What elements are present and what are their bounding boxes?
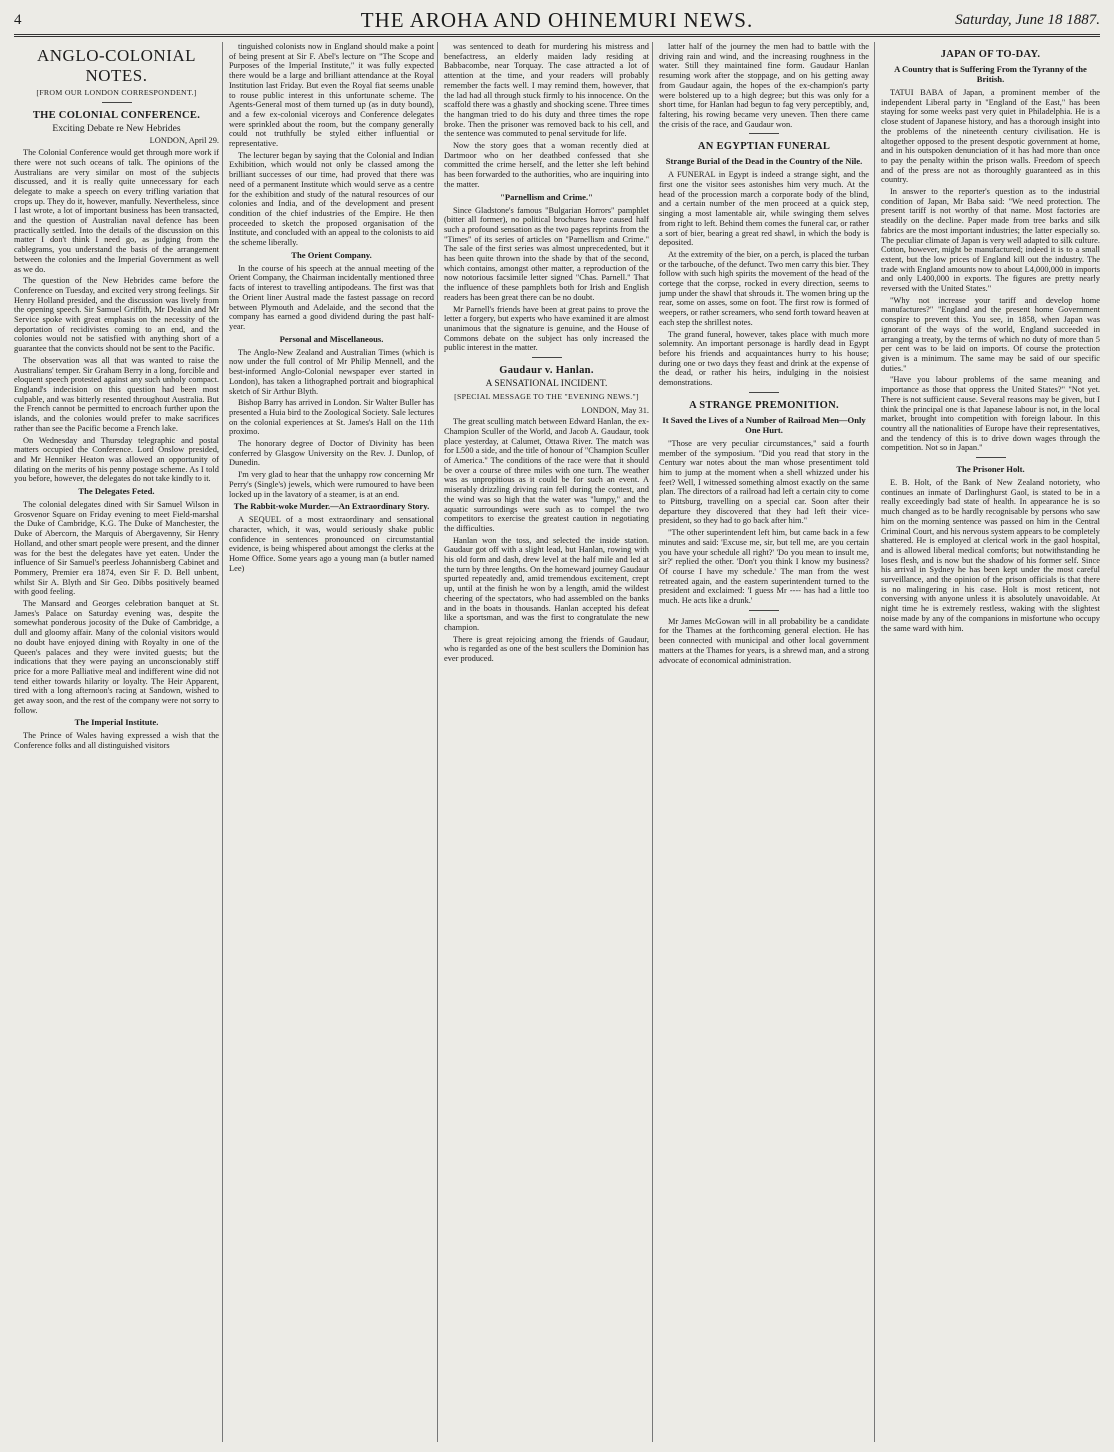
article-headline: THE COLONIAL CONFERENCE. — [32, 109, 201, 121]
article-headline: The Orient Company. — [291, 249, 372, 260]
paragraph: E. B. Holt, of the Bank of New Zealand notoriety, who continues an inmate of Darlinghurst Gaol, is stated to be in a really exceedingly bad state of health. In appearance he is so much changed as to be hardly recognisable by persons who saw him on the morning sentence was passed on him in the Central Criminal Court, and his nervous system appears to be completely shattered. He is employed at clerical work in the gaol hospital, and is allowed liberal medical comforts; but notwithstanding he loses flesh, and is now but the shadow of his former self. Since his arrival in Sydney he has been kept under the most careful surveillance, and the opinion of the prison officials is that there is no malingering in his case. Holt is most reticent, not conversing with anyone unless it is absolutely unavoidable. At night time he is extremely restless, waking with the slightest noise made by any of the companions in misfortune who occupy the same ward with him. — [881, 478, 1100, 633]
issue-date: Saturday, June 18 1887. — [955, 12, 1100, 28]
divider — [102, 102, 132, 103]
paragraph: At the extremity of the bier, on a perch, is placed the turban or the tarbouche, of the defunct. Two men carry this bier. They follow with such high spirits the movement of the head of the cortege that the corpse, rocked in every direction, seems to jump under the shawl that shrouds it. The women bring up the rear, some on asses, some on foot. The first row is formed of weepers, or rather screamers, who send forth toward heaven at each step the shrillest notes. — [659, 249, 869, 327]
column-5 — [881, 42, 1100, 1442]
divider — [749, 610, 779, 611]
article-subhead: It Saved the Lives of a Number of Railroad Men—Only One Hurt. — [662, 414, 866, 435]
column-rule — [874, 42, 875, 1442]
article-headline: The Rabbit-woke Murder.—An Extraordinary Story. — [233, 501, 430, 512]
paragraph: There is great rejoicing among the friends of Gaudaur, who is regarded as one of the best scullers the Dominion has ever produced. — [444, 634, 649, 664]
paragraph: The Colonial Conference would get through more work if there were not such oceans of talk. The opinions of the Australians are very similar on most of the subjects discussed, and it is really quite unnecessary for each delegate to make a speech on every trifling variation that crops up. They do it, however, manfully. Nevertheless, since I last wrote, a lot of important business has been transacted, and the question of Australian naval defence has been practically settled. Into the details of the discussion on this matter I don't think I need go, as judging from the cablegrams, you understand the basis of the arrangement between the colonies and the Imperial Government as well as we do. — [14, 148, 219, 274]
paragraph: "Those are very peculiar circumstances," said a fourth member of the symposium. "Did you read that story in the Century war notes about the man whose presentiment told him to jump at the moment when a shell whizzed under his feet? Well, I witnessed something almost exactly on the same plan. The directors of a railroad had left a certain city to come to Pittsburg, travelling on a special car. Soon after their departure they discovered that they had left their vice-president, so they had to go back after him." — [659, 438, 869, 526]
paragraph: The observation was all that was wanted to raise the Australians' temper. Sir Graham Berry in a long, forcible and eloquent speech protested against any such unholy compact. England's indecision on this question had been most culpable, and was bitterly resented throughout Australia. But the French cannot be permitted to encroach further upon the islands, and the colonies would prefer to make sacrifices rather than see the Pacific become a French lake. — [14, 355, 219, 433]
paragraph: Mr James McGowan will in all probability be a candidate for the Thames at the forthcoming general election. He has been connected with municipal and other local government matters at the Thames for years, is a shrewd man, and a strong advocate of economical administration. — [659, 616, 869, 665]
article-subhead: A Country that is Suffering From the Tyranny of the British. — [894, 64, 1087, 84]
paragraph: The great sculling match between Edward Hanlan, the ex-Champion Sculler of the World, and Jacob A. Gaudaur, took place yesterday, at Calumet, Ottawa River. The match was for L500 a side, and the title of honour of "Champion Sculler of America." The conditions of the race were that it should be over a course of three miles with one turn. The weather was as unpropitious as it could be for such an event. A miserably drizzling driving rain fell during the contest, and the wind was so high that the water was "lumpy," and the aquatic surroundings were such as to compel the two competitors to exercise the greatest caution in negotiating the difficulties. — [444, 417, 649, 533]
paragraph: "The other superintendent left him, but came back in a few minutes and said: 'Excuse me, sir, but tell me, are you certain you have your schedule all right?' 'Do you mean to insult me, sir?' replied the other. 'Don't you think I know my business? Of course I have my schedule.' The man from the west retreated again, and the eastern superintendent turned to the president and exclaimed: 'I guess Mr ---- has had a little too much. He acts like a drunk.' — [659, 528, 869, 606]
dateline: LONDON, April 29. — [149, 136, 219, 146]
paragraph: Hanlan won the toss, and selected the inside station. Gaudaur got off with a slight lead, but Hanlan, rowing with his old form and dash, drew level at the half mile and led at the turn by three lengths. On the homeward journey Gaudaur spurted repeatedly and, amid tremendous excitement, crept up, until at the finish he won by a length, amid the wildest cheering of the spectators, who had assembled on the banks and in the boats in thousands. Hanlan accepted his defeat like a sportsman, and was the first to congratulate the new champion. — [444, 535, 649, 632]
paragraph: I'm very glad to hear that the unhappy row concerning Mr Perry's (Single's) jewels, which were rumoured to have been locked up in the lavatory of a steamer, is at an end. — [229, 470, 434, 499]
divider — [749, 133, 779, 134]
paragraph: The Mansard and Georges celebration banquet at St. James's Palace on Saturday evening was, despite the somewhat ponderous jocosity of the Duke of Cambridge, a dull and gloomy affair. Many of the colonial visitors would no doubt have enjoyed dining with Royalty in one of the Queen's palaces and they were invited guests; but the indications that they were paying an unconscionably stiff price for a more Palliative meal and indifferent wine did not tend either towards hilarity or loyalty. The Heir Apparent, tired with a long afternoon's racing at Sandown, wished to get away soon, and the rest of the company were not sorry to follow. — [14, 599, 219, 715]
paragraph: was sentenced to death for murdering his mistress and benefactress, an elderly maiden lady residing at Babbacombe, near Torquay. The case attracted a lot of attention at the time, and your readers will probably remember the facts well. I may remind them, however, that the lad had all through stuck firmly to his innocence. On the scaffold there was a ghastly and shocking scene. Three times the hangman tried to do his duty and three times the rope broke. Then the prisoner was removed back to his cell, and the sentence was commuted to penal servitude for life. — [444, 42, 649, 139]
article-subhead: Strange Burial of the Dead in the Country of the Nile. — [665, 156, 863, 167]
paragraph: Now the story goes that a woman recently died at Dartmoor who on her deathbed confessed that she committed the crime herself, and the letter she left behind has been forwarded to the authorities, who are inquiring into the matter. — [444, 141, 649, 189]
section-title: ANGLO-COLONIAL NOTES. — [36, 46, 197, 85]
article-headline: The Delegates Feted. — [78, 486, 155, 497]
article-headline: "Parnellism and Crime." — [500, 191, 593, 202]
article-headline: The Imperial Institute. — [74, 717, 159, 728]
article-headline: Personal and Miscellaneous. — [279, 333, 384, 344]
byline: [FROM OUR LONDON CORRESPONDENT.] — [36, 88, 197, 97]
article-subhead: A SENSATIONAL INCIDENT. — [485, 379, 608, 390]
article-subhead: Exciting Debate re New Hebrides — [52, 123, 181, 134]
article-headline: Gaudaur v. Hanlan. — [499, 365, 594, 377]
column-rule — [222, 42, 223, 1442]
paragraph: The question of the New Hebrides came before the Conference on Tuesday, and excited very strong feelings. Sir Henry Holland presided, and the discussion was lively from the opening speech. Sir Samuel Griffith, Mr Deakin and Mr Service spoke with great emphasis on the necessity of the deportation of recidivistes coming to an end, and the colonies would not be satisfied with anything short of a guarantee that the convicts should not be sent to the Pacific. — [14, 276, 219, 354]
paragraph: latter half of the journey the men had to battle with the driving rain and wind, and the increasing roughness in the water. Still they maintained fine form. Gaudaur Hanlan resuming work after the stoppage, and on his getting away from Gaudaur again, the hopes of the ex-champion's party were bolstered up to a high degree; but this was only for a short time, for Hanlan had begun to fag very perceptibly, and, faltering, his rowing became very uneven. Then there came the crisis of the race, and Gaudaur won. — [659, 42, 869, 129]
paragraph: The honorary degree of Doctor of Divinity has been conferred by Glasgow University on the Rev. J. Dunlop, of Dunedin. — [229, 439, 434, 468]
paragraph: Mr Parnell's friends have been at great pains to prove the letter a forgery, but experts who have examined it are almost unanimous that the signature is genuine, and the House of Commons debate on the subject has only increased the public interest in the matter. — [444, 304, 649, 353]
column-4 — [659, 42, 869, 1442]
paragraph: The colonial delegates dined with Sir Samuel Wilson in Grosvenor Square on Friday evening to meet Field-marshal the Duke of Cambridge, K.G. The Duke of Manchester, the Duke of Abercorn, the Marquis of Abergavenny, Sir Henry Holland, and other smart people were present, and the dinner was for the best the delegates have yet eaten. Under the influence of Sir Samuel's peerless Johannisberg Cabinet and Pommery, Premier era 1874, even Sir F. D. Bell unbent, whilst Sir A. Blyth and Sir Geo. Dibbs positively beamed with good feeling. — [14, 500, 219, 597]
article-headline: The Prisoner Holt. — [956, 464, 1025, 475]
dateline: LONDON, May 31. — [581, 405, 649, 415]
article-headline: AN EGYPTIAN FUNERAL — [697, 141, 831, 153]
paragraph: TATUI BABA of Japan, a prominent member of the independent Liberal party in "England of the East," has been staying for some weeks past very quiet in Philadelphia. He is a close student of Japanese history, and has a thorough insight into the problems of the nineteenth century civilisation. He is altogether opposed to the present despotic government at home, and in his outspoken denunciation of it has had more than once to pay the penalty within the prison walls. Freedom of speech and of the press are not as thoroughly guaranteed as in this country. — [881, 88, 1100, 185]
paragraph: A SEQUEL of a most extraordinary and sensational character, which, it was, would seriously shake public confidence in sentences pronounced on circumstantial evidence, is being whispered about amongst the clerks at the Home Office. Some years ago a young man (a butler named Lee) — [229, 515, 434, 573]
paragraph: tinguished colonists now in England should make a point of being present at Sir F. Abel's lecture on "The Scope and Purposes of the Imperial Institute," it was fully expected there would be a large and brilliant attendance at the Royal Institution last Friday. But even the Royal fiat seems unable to rouse public interest in this unfortunate scheme. The Agents-General most of them turned up (as in duty bound), and a few ex-colonial viceroys and Conference delegates were sprinkled about the room, but the company generally could not truthfully be styled either influential or representative. — [229, 42, 434, 149]
divider — [532, 357, 562, 358]
column-3 — [444, 42, 649, 1442]
column-1 — [14, 42, 219, 1442]
paragraph: A FUNERAL in Egypt is indeed a strange sight, and the first one the visitor sees astonishes him very much. At the head of the procession march a corporate body of the blind, and a certain number of the men proceed at a quick step, singing a most lamentable air, while swinging them selves from right to left. Behind them comes the funeral car, or rather a sort of bier, bearing a great red shawl, in which the body is deposited. — [659, 170, 869, 248]
page-number: 4 — [14, 12, 22, 28]
paragraph: Since Gladstone's famous "Bulgarian Horrors" pamphlet (bitter all former), no political brochures have caused half such a profound sensation as the two pages reprints from the "Times" of its series of articles on "Parnellism and Crime." The sale of the first series was almost unprecedented, but it has been quite thrown into the shade by that of the second, which contains, amongst other matter, a reproduction of the now notorious facsimile letter signed "Chas. Parnell." That the influence of these pamphlets both for Irish and English readers has been great there can be no doubt. — [444, 205, 649, 302]
paragraph: Bishop Barry has arrived in London. Sir Walter Buller has presented a Huia bird to the Zoological Society. Sale lectures on the colonial experiences at St. James's Hall on the 11th proximo. — [229, 398, 434, 437]
paragraph: The Prince of Wales having expressed a wish that the Conference folks and all distinguished visitors — [14, 731, 219, 751]
newspaper-title: THE AROHA AND OHINEMURI NEWS. — [360, 8, 754, 32]
divider — [749, 392, 779, 393]
paragraph: "Why not increase your tariff and develop home manufactures?" "England and the present home Government conspire to prevent this. You see, in 1858, when Japan was ignorant of the ways of the world, England succeeded in arranging a treaty, by the terms of which no duty of more than 5 per cent was to be laid on imports. Of course the protection given is a minimum. The same may be said of our specific duties." — [881, 295, 1100, 373]
column-rule — [437, 42, 438, 1442]
paragraph: The Anglo-New Zealand and Australian Times (which is now under the full control of Mr Philip Mennell, and the best-informed Anglo-Colonial newspaper ever started in London), has taken a lithographed portrait and biographical sketch of Sir Arthur Blyth. — [229, 347, 434, 396]
article-headline: A STRANGE PREMONITION. — [689, 399, 839, 411]
paragraph: In the course of his speech at the annual meeting of the Orient Company, the Chairman incidentally mentioned three facts of interest to travelling antipodeans. The first was that the Orient liner Austral made the fastest passage on record between Plymouth and Adelaide, and the second that the company has earned a good dividend during the past half-year. — [229, 263, 434, 331]
paragraph: The lecturer began by saying that the Colonial and Indian Exhibition, which would not only be classed among the brilliant successes of our time, had proved that there was need of a permanent Institute which would serve as a centre for the exhibition and study of the natural resources of our colonies and India, and of the development and present condition of the chief industries of the Empire. He then proceeded to sketch the proposed organisation of the Institute, and concluded with an appeal to the colonists to aid the scheme liberally. — [229, 150, 434, 248]
paragraph: "Have you labour problems of the same meaning and importance as those that oppress the United States?" "Not yet. There is not sufficient cause. Several reasons may be given, but I think the principal one is that Japanese labour is not, in the local market, brought into competition with foreign labour. In this country all the nationalities of Europe have their representatives, and the tendency of this is to drive down wages through the competition. Not so in Japan." — [881, 375, 1100, 453]
byline: [SPECIAL MESSAGE TO THE "EVENING NEWS."] — [454, 391, 639, 401]
divider — [976, 457, 1006, 458]
paragraph: In answer to the reporter's question as to the industrial condition of Japan, Mr Baba said: "We need protection. The present tariff is not worthy of that name. Most factories are steadily on the decline. Paper made from tree barks and silk fabrics are the most important industries; the latter especially so. The peculiar climate of Japan is very well adapted to silk culture. Cotton, however, might be manufactured; indeed it is to a small extent, but the low prices of England kill out the industry. The trade with England amounts now to about L4,000,000 in imports and only L400,000 in exports. The figures are pretty nearly reversed with the United States." — [881, 187, 1100, 294]
column-2 — [229, 42, 434, 1442]
paragraph: The grand funeral, however, takes place with much more solemnity. An important personage is hardly dead in Egypt before his friends and acquaintances hurry to his house; during one or two days they feast and drink at the expense of the dead, or rather his heirs, indulging in the noisiest demonstrations. — [659, 329, 869, 388]
article-headline: JAPAN OF TO-DAY. — [940, 49, 1041, 60]
column-rule — [652, 42, 653, 1442]
paragraph: On Wednesday and Thursday telegraphic and postal matters occupied the Conference. Lord Onslow presided, and Mr Henniker Heaton was allowed an opportunity of dilating on the merits of his penny postage scheme. As I told you before, however, the delegates do not take kindly to it. — [14, 435, 219, 484]
masthead-rule — [14, 34, 1100, 37]
